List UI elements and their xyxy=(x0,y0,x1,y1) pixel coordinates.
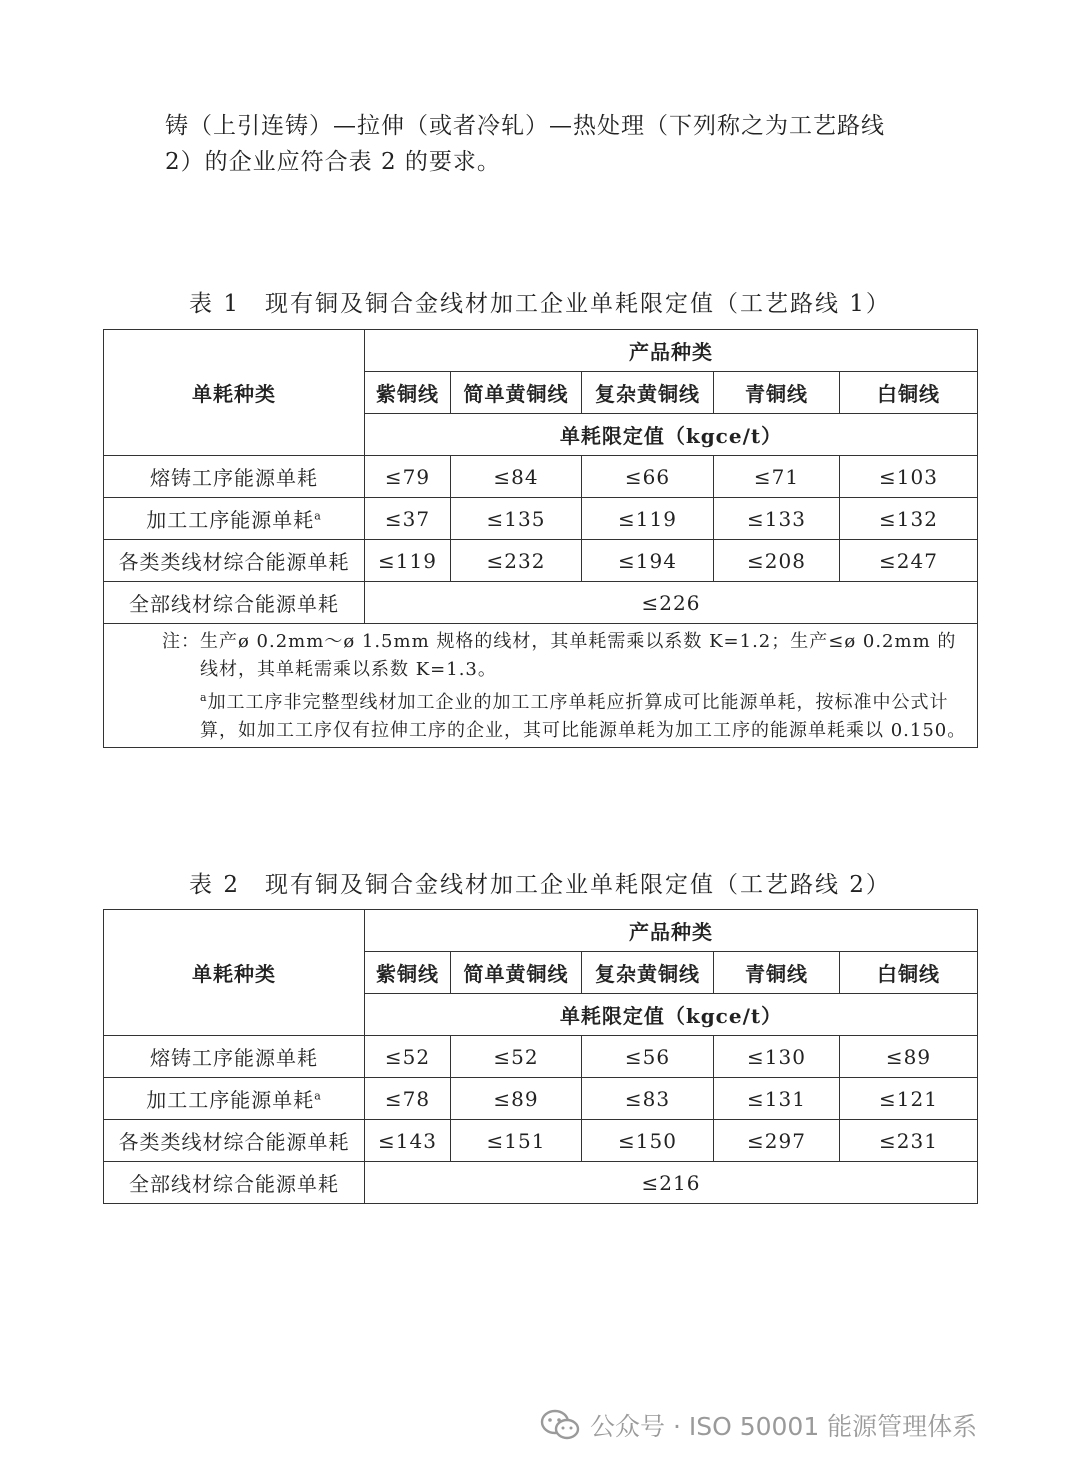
table-cell: ≤71 xyxy=(714,456,840,498)
note-line-3-text: 加工工序非完整型线材加工企业的加工工序单耗应折算成可比能源单耗，按标准中公式计算，如加工工序仅有拉伸工序的企业，其可比能源单耗为加工工序的能源单耗乘以 0.150。 xyxy=(200,692,967,741)
table-row xyxy=(104,498,978,540)
watermark-text: 公众号 · ISO 50001 能源管理体系 xyxy=(590,1412,978,1441)
table-cell: ≤208 xyxy=(714,540,840,582)
header-limit-label: 单耗限定值（kgce/t） xyxy=(365,414,978,456)
footnote-marker: a xyxy=(314,509,322,523)
table-cell: ≤130 xyxy=(714,1036,840,1078)
row-label-processing-text: 加工工序能源单耗 xyxy=(146,1088,315,1112)
table-cell: ≤83 xyxy=(582,1078,714,1120)
table-cell: ≤133 xyxy=(714,498,840,540)
footnote-marker: a xyxy=(314,1089,322,1103)
table-cell: ≤135 xyxy=(451,498,582,540)
table-row xyxy=(104,330,978,372)
table-cell: ≤297 xyxy=(714,1120,840,1162)
table-row xyxy=(104,624,978,748)
table-cell: ≤232 xyxy=(451,540,582,582)
table-cell: ≤151 xyxy=(451,1120,582,1162)
header-limit-label: 单耗限定值（kgce/t） xyxy=(365,994,978,1036)
header-product-types: 产品种类 xyxy=(365,330,978,372)
table-2-caption: 表 2 现有铜及铜合金线材加工企业单耗限定值（工艺路线 2） xyxy=(189,872,891,898)
note-line-3 xyxy=(114,684,967,745)
table-row xyxy=(104,1120,978,1162)
table-row xyxy=(104,1078,978,1120)
note-line-1: 注：生产ø 0.2mm～ø 1.5mm 规格的线材，其单耗需乘以系数 K=1.2；生产≤ø 0.2mm 的 xyxy=(162,631,957,652)
table-row xyxy=(104,582,978,624)
table-cell: ≤56 xyxy=(582,1036,714,1078)
table-cell: ≤119 xyxy=(365,540,451,582)
table-cell: ≤132 xyxy=(840,498,978,540)
table-cell: ≤89 xyxy=(840,1036,978,1078)
table-cell: ≤119 xyxy=(582,498,714,540)
table-cell: ≤247 xyxy=(840,540,978,582)
header-product: 青铜线 xyxy=(714,372,840,414)
table-cell: ≤143 xyxy=(365,1120,451,1162)
table-row xyxy=(104,456,978,498)
header-row-label: 单耗种类 xyxy=(104,330,365,456)
header-product: 紫铜线 xyxy=(365,952,451,994)
row-label-processing xyxy=(104,498,365,540)
intro-line-1: 铸（上引连铸）—拉伸（或者冷轧）—热处理（下列称之为工艺路线 xyxy=(165,113,885,139)
row-label-all: 全部线材综合能源单耗 xyxy=(104,1162,365,1204)
table-cell: ≤66 xyxy=(582,456,714,498)
watermark xyxy=(540,1405,1060,1445)
table-cell: ≤231 xyxy=(840,1120,978,1162)
table-cell: ≤79 xyxy=(365,456,451,498)
table-note xyxy=(104,624,978,748)
note-line-2: 线材，其单耗需乘以系数 K=1.3。 xyxy=(200,659,497,680)
header-product: 白铜线 xyxy=(840,372,978,414)
table-cell: ≤78 xyxy=(365,1078,451,1120)
table-1 xyxy=(103,329,978,748)
table-cell-all: ≤216 xyxy=(365,1162,978,1204)
row-label-each: 各类类线材综合能源单耗 xyxy=(104,540,365,582)
table-2 xyxy=(103,909,978,1204)
table-row xyxy=(104,1162,978,1204)
table-cell: ≤131 xyxy=(714,1078,840,1120)
table-row xyxy=(104,910,978,952)
intro-line-2: 2）的企业应符合表 2 的要求。 xyxy=(165,149,501,175)
table-cell: ≤194 xyxy=(582,540,714,582)
header-product: 紫铜线 xyxy=(365,372,451,414)
table-cell: ≤150 xyxy=(582,1120,714,1162)
header-product: 复杂黄铜线 xyxy=(582,952,714,994)
row-label-casting: 熔铸工序能源单耗 xyxy=(104,1036,365,1078)
table-cell: ≤89 xyxy=(451,1078,582,1120)
header-product: 白铜线 xyxy=(840,952,978,994)
row-label-processing xyxy=(104,1078,365,1120)
table-cell: ≤52 xyxy=(365,1036,451,1078)
footnote-marker: a xyxy=(200,691,208,704)
table-cell: ≤37 xyxy=(365,498,451,540)
table-cell: ≤84 xyxy=(451,456,582,498)
header-row-label: 单耗种类 xyxy=(104,910,365,1036)
table-cell: ≤103 xyxy=(840,456,978,498)
table-1-caption: 表 1 现有铜及铜合金线材加工企业单耗限定值（工艺路线 1） xyxy=(189,291,891,317)
wechat-icon xyxy=(540,1408,580,1442)
header-product-types: 产品种类 xyxy=(365,910,978,952)
header-product: 简单黄铜线 xyxy=(451,952,582,994)
header-product: 青铜线 xyxy=(714,952,840,994)
table-row xyxy=(104,540,978,582)
table-cell: ≤121 xyxy=(840,1078,978,1120)
header-product: 复杂黄铜线 xyxy=(582,372,714,414)
row-label-each: 各类类线材综合能源单耗 xyxy=(104,1120,365,1162)
header-product: 简单黄铜线 xyxy=(451,372,582,414)
table-cell: ≤52 xyxy=(451,1036,582,1078)
table-cell-all: ≤226 xyxy=(365,582,978,624)
intro-paragraph xyxy=(165,108,955,180)
row-label-processing-text: 加工工序能源单耗 xyxy=(146,508,315,532)
row-label-all: 全部线材综合能源单耗 xyxy=(104,582,365,624)
row-label-casting: 熔铸工序能源单耗 xyxy=(104,456,365,498)
table-row xyxy=(104,1036,978,1078)
